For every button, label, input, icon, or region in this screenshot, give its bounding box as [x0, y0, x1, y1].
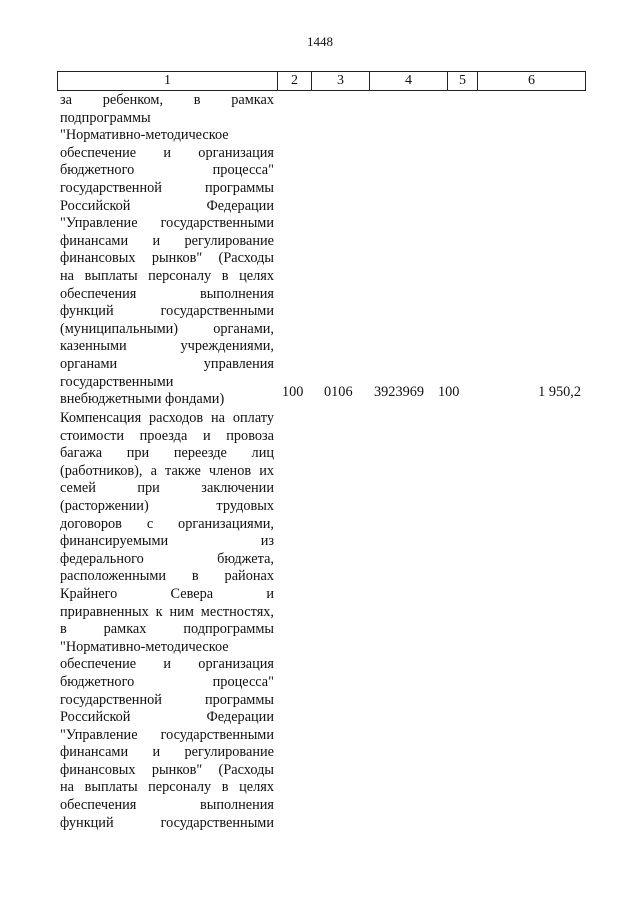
text-line: обеспечение и организация [60, 144, 274, 161]
text-line: на выплаты персоналу в целях [60, 779, 274, 796]
row-1-col-2: 100 [282, 384, 304, 400]
text-line: обеспечения выполнения [60, 285, 274, 302]
text-line: договоров с организациями, [60, 515, 274, 532]
text-line: в рамках подпрограммы [60, 621, 274, 638]
text-line: функций государственными [60, 814, 274, 831]
text-line: финансируемыми из [60, 533, 274, 550]
header-col-2: 2 [278, 72, 312, 90]
header-col-3: 3 [312, 72, 370, 90]
text-line: государственными [60, 373, 174, 390]
text-line: внебюджетными фондами) [60, 391, 225, 408]
text-line: государственной программы [60, 691, 274, 708]
text-line: Российской Федерации [60, 709, 274, 726]
text-line: за ребенком, в рамках [60, 92, 274, 108]
text-line: (расторжении) трудовых [60, 497, 274, 514]
text-line: багажа при переезде лиц [60, 445, 274, 462]
text-line: "Нормативно-методическое [60, 638, 229, 655]
text-line: "Управление государственными [60, 726, 274, 743]
text-line: бюджетного процесса" [60, 162, 274, 179]
header-col-4: 4 [370, 72, 448, 90]
text-line: подпрограммы [60, 109, 151, 126]
text-line: Российской Федерации [60, 197, 274, 214]
text-line: функций государственными [60, 303, 274, 320]
row-1-col-3: 0106 [324, 384, 353, 400]
text-line: финансовых рынков" (Расходы [60, 250, 274, 267]
text-line: "Нормативно-методическое [60, 127, 229, 144]
text-line: расположенными в районах [60, 568, 274, 585]
text-line: обеспечения выполнения [60, 797, 274, 814]
text-line: федерального бюджета, [60, 550, 274, 567]
text-line: (муниципальными) органами, [60, 320, 274, 337]
row-1-col-4: 3923969 [374, 384, 425, 400]
row-1-col-6: 1 950,2 [538, 384, 581, 400]
row-2-description [60, 410, 274, 832]
text-line: казенными учреждениями, [60, 338, 274, 355]
text-line: "Управление государственными [60, 215, 274, 232]
header-col-5: 5 [448, 72, 478, 90]
header-col-1: 1 [58, 72, 278, 90]
text-line: органами управления [60, 355, 274, 372]
text-line: обеспечение и организация [60, 656, 274, 673]
table-header [57, 71, 586, 91]
text-line: приравненных к ним местностях, [60, 603, 274, 620]
page-number: 1448 [307, 34, 333, 49]
text-line: финансами и регулирование [60, 232, 274, 249]
text-line: финансовых рынков" (Расходы [60, 761, 274, 778]
text-line: Крайнего Севера и [60, 585, 274, 602]
row-1-col-5: 100 [438, 384, 460, 400]
text-line: на выплаты персоналу в целях [60, 267, 274, 284]
text-line: (работников), а также членов их [60, 462, 274, 479]
header-col-6: 6 [478, 72, 586, 90]
text-line: Компенсация расходов на оплату [60, 410, 274, 426]
text-line: стоимости проезда и провоза [60, 427, 274, 444]
text-line: бюджетного процесса" [60, 673, 274, 690]
text-line: государственной программы [60, 179, 274, 196]
text-line: финансами и регулирование [60, 744, 274, 761]
row-1-description [60, 92, 274, 409]
text-line: семей при заключении [60, 480, 274, 497]
